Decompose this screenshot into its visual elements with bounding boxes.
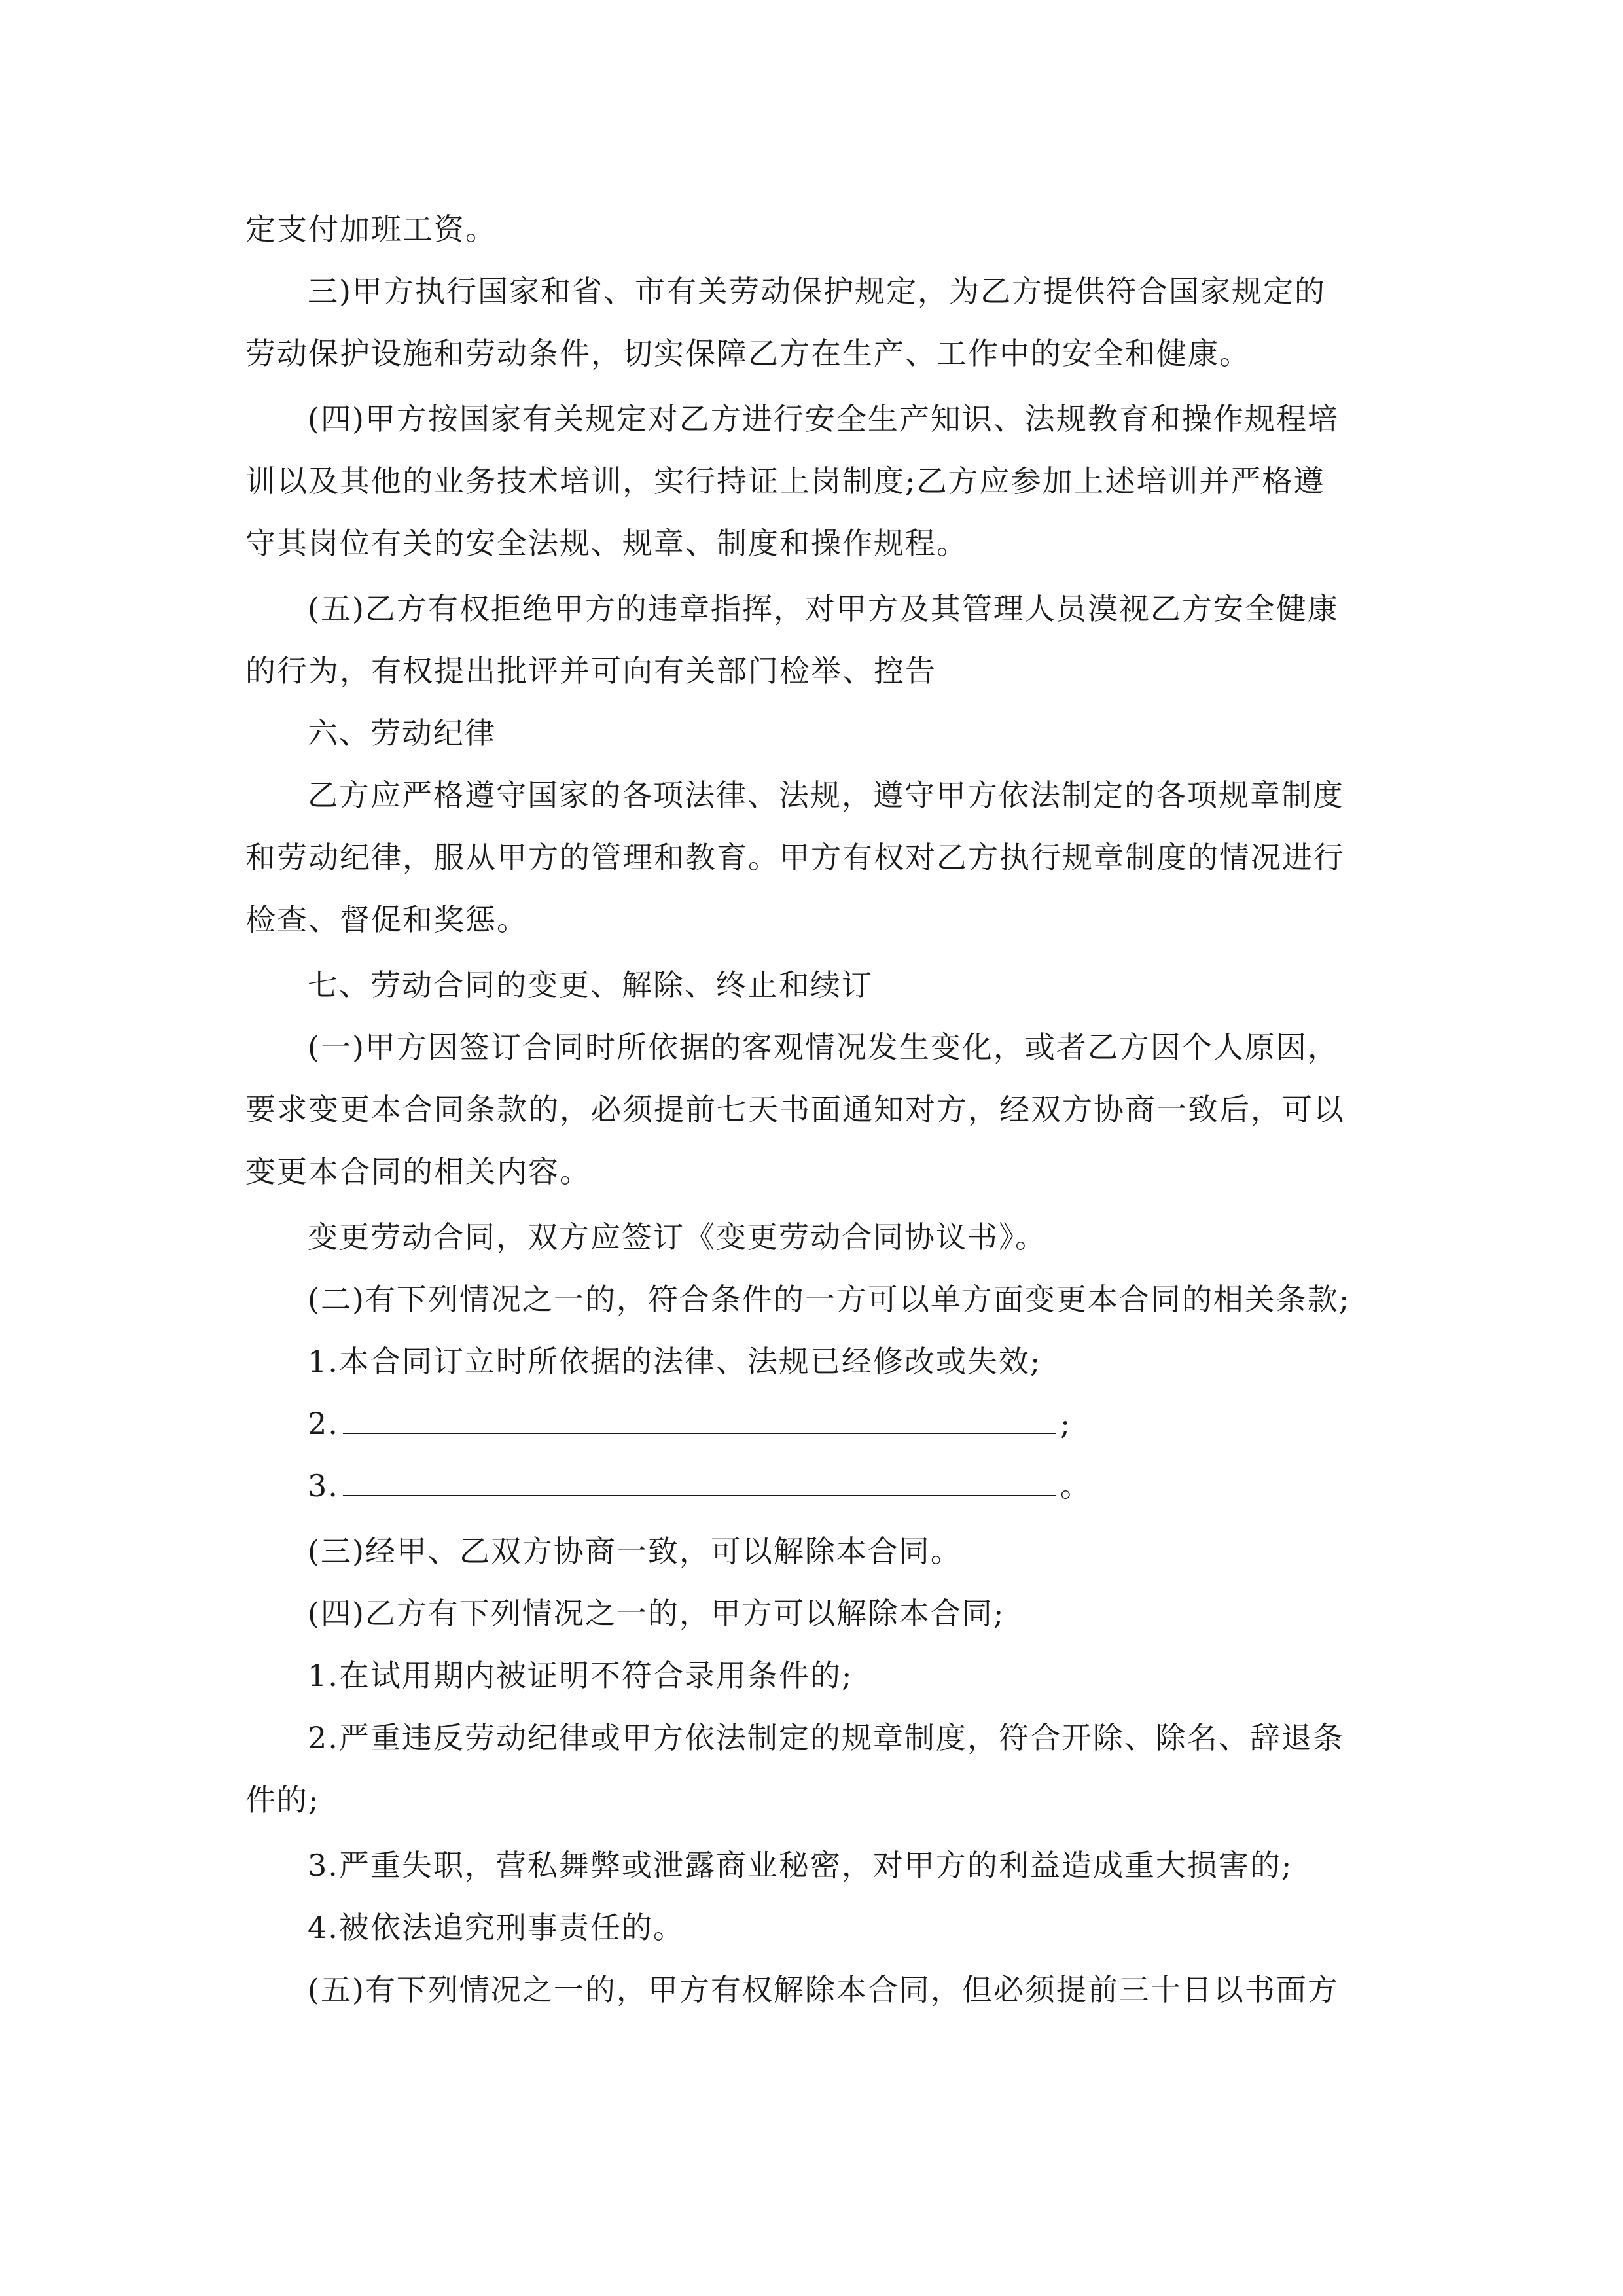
list-item: 4.被依法追究刑事责任的。 [308, 1910, 685, 1945]
paragraph-line: (三)经甲、乙双方协商一致，可以解除本合同。 [308, 1534, 962, 1569]
list-item: 1.在试用期内被证明不符合录用条件的; [308, 1658, 853, 1693]
list-item: 1.本合同订立时所依据的法律、法规已经修改或失效; [308, 1344, 1042, 1379]
fill-in-blank-line [343, 1403, 1056, 1434]
paragraph-line: (五)有下列情况之一的，甲方有权解除本合同，但必须提前三十日以书面方 [308, 1972, 1339, 2007]
list-item: 3.严重失职，营私舞弊或泄露商业秘密，对甲方的利益造成重大损害的; [308, 1848, 1293, 1883]
paragraph-line: 定支付加班工资。 [245, 211, 497, 247]
blank-item-number: 3. [308, 1468, 339, 1503]
blank-item-number: 2. [308, 1406, 339, 1441]
paragraph-line: 守其岗位有关的安全法规、规章、制度和操作规程。 [245, 526, 968, 561]
paragraph-line: (二)有下列情况之一的，符合条件的一方可以单方面变更本合同的相关条款; [308, 1282, 1351, 1317]
paragraph-line: (一)甲方因签订合同时所依据的客观情况发生变化，或者乙方因个人原因， [308, 1030, 1339, 1065]
section-heading: 六、劳动纪律 [308, 715, 496, 751]
paragraph-line: 检查、督促和奖惩。 [245, 902, 528, 937]
section-heading: 七、劳动合同的变更、解除、终止和续订 [308, 967, 873, 1003]
blank-list-item [308, 1463, 1381, 1509]
fill-in-blank-line [343, 1465, 1056, 1496]
list-item: 2.严重违反劳动纪律或甲方依法制定的规章制度，符合开除、除名、辞退条 [308, 1720, 1344, 1755]
blank-item-end: 。 [1060, 1468, 1092, 1503]
paragraph-line: 劳动保护设施和劳动条件，切实保障乙方在生产、工作中的安全和健康。 [245, 336, 1251, 371]
paragraph-line: 变更劳动合同，双方应签订《变更劳动合同协议书》。 [308, 1219, 1046, 1255]
paragraph-line: 训以及其他的业务技术培训，实行持证上岗制度;乙方应参加上述培训并严格遵 [245, 463, 1325, 499]
paragraph-line: (四)乙方有下列情况之一的，甲方可以解除本合同; [308, 1596, 1005, 1631]
blank-list-item [308, 1401, 1381, 1446]
list-item-continuation: 件的; [245, 1782, 320, 1818]
paragraph-line: 要求变更本合同条款的，必须提前七天书面通知对方，经双方协商一致后，可以 [245, 1092, 1345, 1127]
paragraph-line: (五)乙方有权拒绝甲方的违章指挥，对甲方及其管理人员漠视乙方安全健康 [308, 591, 1339, 626]
paragraph-line: 的行为，有权提出批评并可向有关部门检举、控告 [245, 653, 936, 689]
blank-item-end: ; [1060, 1406, 1072, 1441]
paragraph-line: 乙方应严格遵守国家的各项法律、法规，遵守甲方依法制定的各项规章制度 [308, 778, 1344, 813]
paragraph-line: 和劳动纪律，服从甲方的管理和教育。甲方有权对乙方执行规章制度的情况进行 [245, 840, 1345, 875]
paragraph-line: 三)甲方执行国家和省、市有关劳动保护规定，为乙方提供符合国家规定的 [308, 274, 1326, 309]
paragraph-line: (四)甲方按国家有关规定对乙方进行安全生产知识、法规教育和操作规程培 [308, 401, 1339, 437]
paragraph-line: 变更本合同的相关内容。 [245, 1154, 591, 1189]
